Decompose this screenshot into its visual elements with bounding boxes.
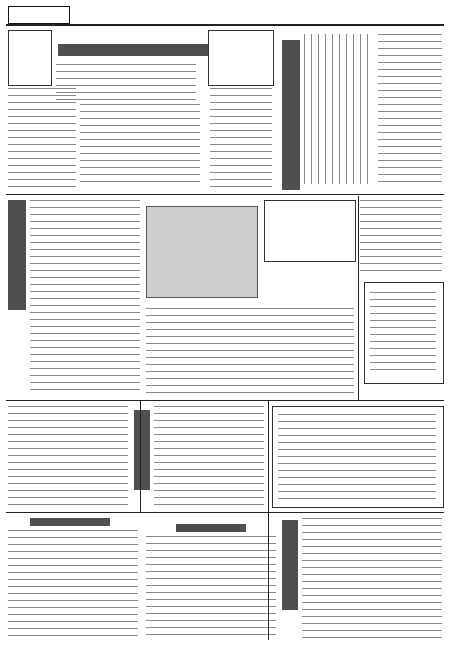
headline-vertical-center [282, 40, 300, 190]
article-middle-right [360, 200, 442, 276]
sidebar-table-rows [370, 292, 436, 376]
headline-vertical-left [8, 200, 26, 310]
article-lower-left [8, 406, 128, 506]
article-left-column-2 [80, 104, 200, 188]
divider-3 [6, 512, 444, 513]
headline-top-left [58, 44, 208, 56]
article-vertical-center [304, 34, 374, 184]
article-middle-left [30, 200, 140, 396]
dateline [300, 8, 440, 18]
article-bottom-left [8, 530, 138, 638]
divider-2 [6, 400, 444, 401]
article-bottom-center [146, 536, 276, 638]
editorial-body [210, 88, 272, 188]
column-rule-3 [358, 196, 359, 400]
divider-1 [6, 194, 444, 195]
boxed-notice [264, 200, 356, 262]
masthead-logo [8, 6, 70, 24]
article-middle-center [146, 308, 354, 394]
boxed-article-lower-right-body [278, 414, 436, 500]
article-left-column [8, 88, 76, 188]
article-lower-center [154, 406, 264, 506]
column-rule-2 [268, 400, 269, 640]
headline-bottom-center [176, 524, 246, 532]
article-bottom-right [302, 518, 442, 638]
left-top-box [8, 30, 52, 86]
editorial-box [208, 30, 274, 86]
headline-bottom-left [30, 518, 110, 526]
headline-vertical-lower [134, 410, 150, 490]
article-top-left-body [56, 64, 196, 100]
photo-caption [146, 298, 256, 304]
column-rule-1 [140, 400, 141, 512]
article-right-top [378, 34, 442, 184]
photo [146, 206, 258, 298]
headline-vertical-bottom [282, 520, 298, 610]
masthead-rule [6, 24, 444, 26]
